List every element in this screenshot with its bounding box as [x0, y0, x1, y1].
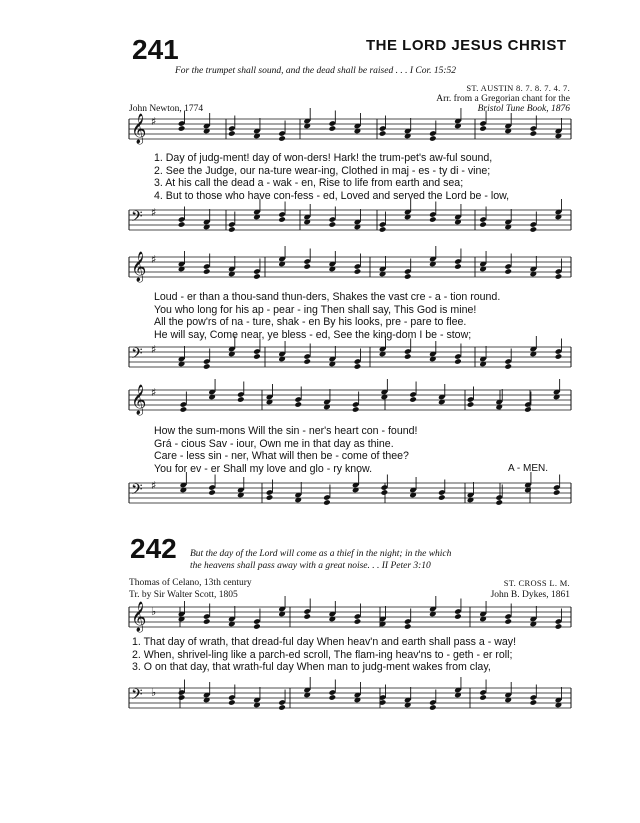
note-head: [530, 130, 538, 137]
tune-arrangement: Arr. from a Gregorian chant for the: [436, 94, 570, 104]
treble-clef-icon: 𝄞: [131, 252, 147, 282]
lyric-line: Loud - er than a thou-sand thun-ders, Shakes the vast cre - a - tion round.: [154, 291, 501, 303]
note-head: [178, 694, 186, 701]
lyrics-system-2: [154, 291, 500, 341]
tune-composer: John B. Dykes, 1861: [490, 590, 570, 600]
lyric-line: 2. See the Judge, our na-ture wear-ing, Clothed in maj - es - ty di - vine;: [154, 164, 491, 177]
lyric-line: He will say, Come near, ye bless - ed, See the king-dom I be - stow;: [154, 328, 472, 341]
tune-name: ST. AUSTIN 8. 7. 8. 7. 4. 7.: [466, 83, 570, 93]
note-head: [208, 489, 216, 496]
lyrics-system-1: [154, 152, 509, 202]
scripture-epigraph-line: But the day of the Lord will come as a thief in the night; in the which: [190, 549, 452, 559]
note-head: [379, 226, 387, 233]
note-head: [294, 401, 302, 408]
note-head: [409, 396, 417, 403]
note-head: [203, 268, 211, 275]
note-head: [354, 618, 362, 625]
sharp-icon: ♯: [151, 253, 157, 266]
bass-clef-icon: 𝄢: [131, 208, 143, 229]
note-head: [178, 221, 186, 228]
sharp-icon: ♯: [151, 206, 157, 219]
lyric-line: Care - less sin - ner, What will then be - come of thee?: [154, 450, 409, 463]
note-head: [354, 363, 362, 370]
note-head: [553, 489, 561, 496]
note-head: [504, 618, 512, 625]
lyric-line: 3. O on that day, that wrath-ful day When man to judg-ment wakes from clay,: [132, 661, 491, 674]
note-head: [329, 694, 337, 701]
note-head: [203, 618, 211, 625]
note-head: [524, 406, 532, 413]
note-head: [178, 125, 186, 132]
note-head: [467, 401, 475, 408]
sharp-icon: ♯: [151, 343, 157, 356]
note-head: [379, 130, 387, 137]
lyric-line: You for ev - er Shall my love and glo - ry know.: [154, 462, 373, 475]
note-head: [429, 704, 437, 711]
sharp-icon: ♯: [151, 115, 157, 128]
note-head: [303, 613, 311, 620]
lyric-line: 3. At his call the dead a - wak - en, Rise to life from earth and sea;: [154, 177, 464, 190]
note-head: [228, 226, 236, 233]
flat-icon: ♭: [151, 686, 157, 699]
note-head: [329, 221, 337, 228]
note-head: [180, 406, 188, 413]
tune-source: Bristol Tune Book, 1876: [477, 104, 570, 114]
note-head: [303, 263, 311, 270]
sharp-icon: ♯: [151, 386, 157, 399]
hymn-number: 242: [130, 533, 177, 564]
treble-clef-icon: 𝄞: [131, 602, 147, 632]
bass-clef-icon: 𝄢: [131, 345, 143, 366]
note-head: [303, 358, 311, 365]
lyric-line: 2. When, shrivel-ling like a parch-ed scroll, The flam-ing heav'ns to - geth - er roll;: [132, 648, 513, 661]
lyric-line: 4. But to those who have con-fess - ed, Loved and served the Lord be - low,: [154, 189, 510, 202]
amen-text: A - MEN.: [508, 463, 549, 474]
note-head: [530, 226, 538, 233]
note-head: [266, 494, 274, 501]
note-head: [504, 268, 512, 275]
note-head: [404, 273, 412, 280]
note-head: [278, 135, 286, 142]
note-head: [237, 396, 245, 403]
bass-clef-icon: 𝄢: [131, 686, 143, 707]
note-head: [495, 499, 503, 506]
note-head: [479, 221, 487, 228]
note-head: [203, 363, 211, 370]
scripture-epigraph-line: the heavens shall pass away with a great noise. . . II Peter 3:10: [190, 561, 431, 571]
note-head: [454, 613, 462, 620]
lyric-line: All the pow'rs of na - ture, shak - en By his looks, pre - pare to flee.: [154, 316, 467, 329]
treble-clef-icon: 𝄞: [131, 114, 147, 144]
lyric-line: Grá - cious Sav - iour, Own me in that day as thine.: [154, 437, 394, 450]
note-head: [429, 216, 437, 223]
note-head: [479, 694, 487, 701]
note-head: [404, 623, 412, 630]
text-author: Thomas of Celano, 13th century: [129, 578, 252, 588]
scripture-epigraph: For the trumpet shall sound, and the dead shall be raised . . . I Cor. 15:52: [175, 66, 457, 76]
lyric-line: How the sum-mons Will the sin - ner's heart con - found!: [154, 425, 418, 437]
lyric-line: 1. That day of wrath, that dread-ful day When heav'n and earth shall pass a - way!: [132, 636, 517, 648]
lyric-line: You who long for his ap - pear - ing Then shall say, This God is mine!: [154, 303, 477, 316]
note-head: [253, 273, 261, 280]
text-translator: Tr. by Sir Walter Scott, 1805: [129, 590, 238, 600]
note-head: [228, 699, 236, 706]
note-head: [479, 125, 487, 132]
bass-clef-icon: 𝄢: [131, 481, 143, 502]
note-head: [438, 494, 446, 501]
lyrics-system-1: [132, 636, 516, 674]
note-head: [504, 363, 512, 370]
sharp-icon: ♯: [151, 479, 157, 492]
lyric-line: 1. Day of judg-ment! day of won-ders! Hark! the trum-pet's aw-ful sound,: [154, 152, 493, 164]
note-head: [555, 273, 563, 280]
note-head: [323, 499, 331, 506]
note-head: [381, 489, 389, 496]
note-head: [329, 125, 337, 132]
note-head: [278, 216, 286, 223]
note-head: [454, 263, 462, 270]
flat-icon: ♭: [151, 605, 157, 618]
treble-clef-icon: 𝄞: [131, 385, 147, 415]
note-head: [429, 135, 437, 142]
note-head: [354, 268, 362, 275]
tune-name: ST. CROSS L. M.: [503, 578, 570, 588]
text-author: John Newton, 1774: [129, 104, 204, 114]
note-head: [555, 353, 563, 360]
note-head: [253, 353, 261, 360]
note-head: [454, 358, 462, 365]
note-head: [404, 353, 412, 360]
note-head: [352, 406, 360, 413]
note-head: [228, 130, 236, 137]
lyrics-system-3: [154, 425, 417, 475]
hymn-number: 241: [132, 34, 179, 65]
section-title: THE LORD JESUS CHRIST: [366, 37, 567, 54]
note-head: [530, 699, 538, 706]
note-head: [555, 623, 563, 630]
note-head: [253, 623, 261, 630]
note-head: [278, 704, 286, 711]
